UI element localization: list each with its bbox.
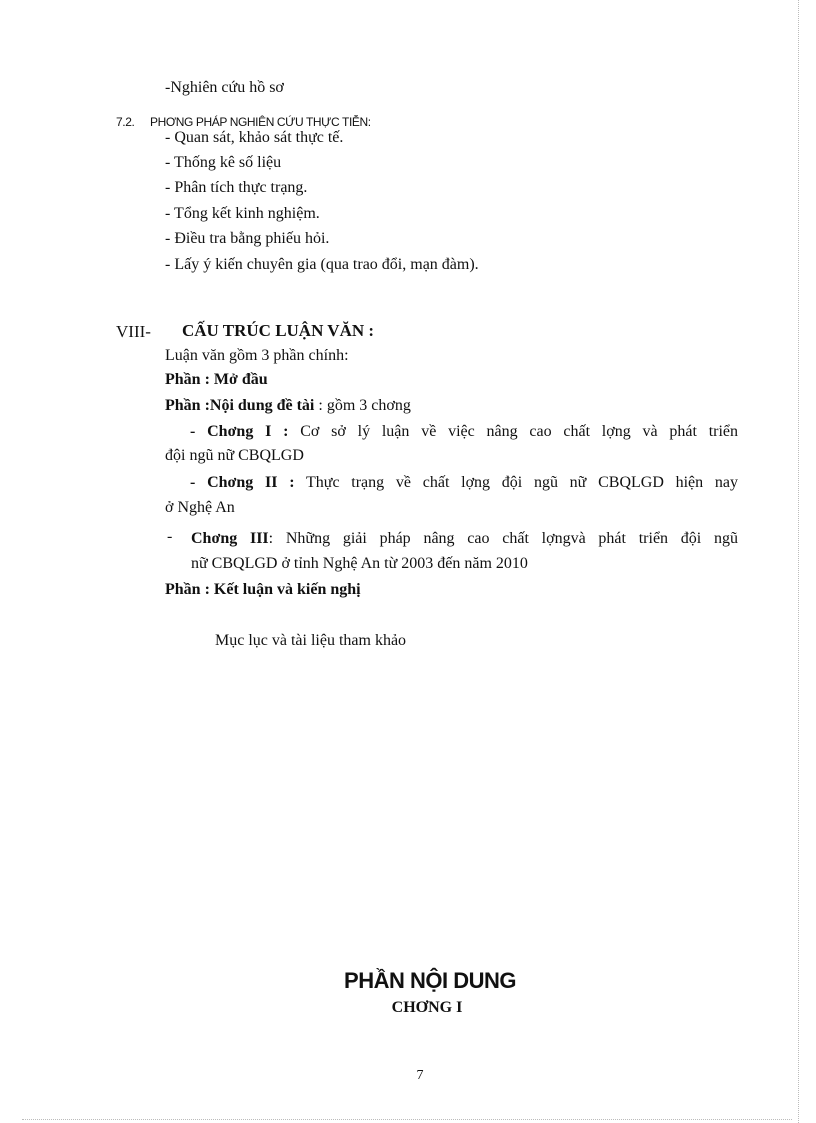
part-content-label: Phần :Nội dung đề tài <box>165 397 315 414</box>
toc-references: Mục lục và tài liệu tham khảo <box>215 632 407 649</box>
part-conclusion: Phần : Kết luận và kiến nghị <box>165 581 361 598</box>
chapter-1-line <box>165 422 738 442</box>
chapter-2-line <box>165 473 738 493</box>
chapter-3-desc: : Những giải pháp nâng cao chất lợngvà phát triển đội ngũ <box>268 530 739 547</box>
part-opening: Phần : Mở đầu <box>165 371 268 388</box>
chapter-1-desc: Cơ sở lý luận về việc nâng cao chất lợng và phát triển <box>300 423 739 440</box>
page-border-bottom <box>22 1119 792 1120</box>
thesis-intro: Luận văn gồm 3 phần chính: <box>165 347 349 364</box>
method-item: - Phân tích thực trạng. <box>165 179 308 196</box>
section-viii-number: VIII- <box>116 322 151 341</box>
chapter-2-label: - Chơng II : <box>190 474 295 491</box>
section-viii-title: CẤU TRÚC LUẬN VĂN : <box>182 321 375 340</box>
chapter-3-label: Chơng III <box>191 530 269 547</box>
chapter-2-desc: Thực trạng về chất lợng đội ngũ nữ CBQLGD hiện nay <box>306 474 739 491</box>
method-item: - Quan sát, khảo sát thực tế. <box>165 129 344 146</box>
page-border-right <box>798 0 799 1123</box>
method-item: - Tổng kết kinh nghiệm. <box>165 205 320 222</box>
method-item: - Thống kê số liệu <box>165 154 282 171</box>
research-docs-line: -Nghiên cứu hồ sơ <box>165 79 284 96</box>
chapter-1-continued: đội ngũ nữ CBQLGD <box>165 447 304 464</box>
chapter-3-dash: - <box>167 528 173 545</box>
section-7-2-number: 7.2. <box>116 115 135 129</box>
part-content-detail: : gồm 3 chơng <box>314 397 411 414</box>
part-title: PHẦN NỘI DUNG <box>344 968 516 993</box>
method-item: - Điều tra bằng phiếu hỏi. <box>165 230 330 247</box>
chapter-2-continued: ở Nghệ An <box>165 499 235 516</box>
chapter-1-label: - Chơng I : <box>190 423 289 440</box>
section-7-2-title: PHƠNG PHÁP NGHIÊN CỨU THỰC TIỄN: <box>150 115 371 129</box>
method-item: - Lấy ý kiến chuyên gia (qua trao đổi, mạn đàm). <box>165 256 479 273</box>
page-number: 7 <box>416 1068 424 1083</box>
chapter-3-continued: nữ CBQLGD ở tỉnh Nghệ An từ 2003 đến năm 2010 <box>191 555 528 572</box>
part-content <box>165 396 411 416</box>
chapter-heading: CHƠNG I <box>391 999 463 1016</box>
chapter-3-line <box>191 529 738 549</box>
